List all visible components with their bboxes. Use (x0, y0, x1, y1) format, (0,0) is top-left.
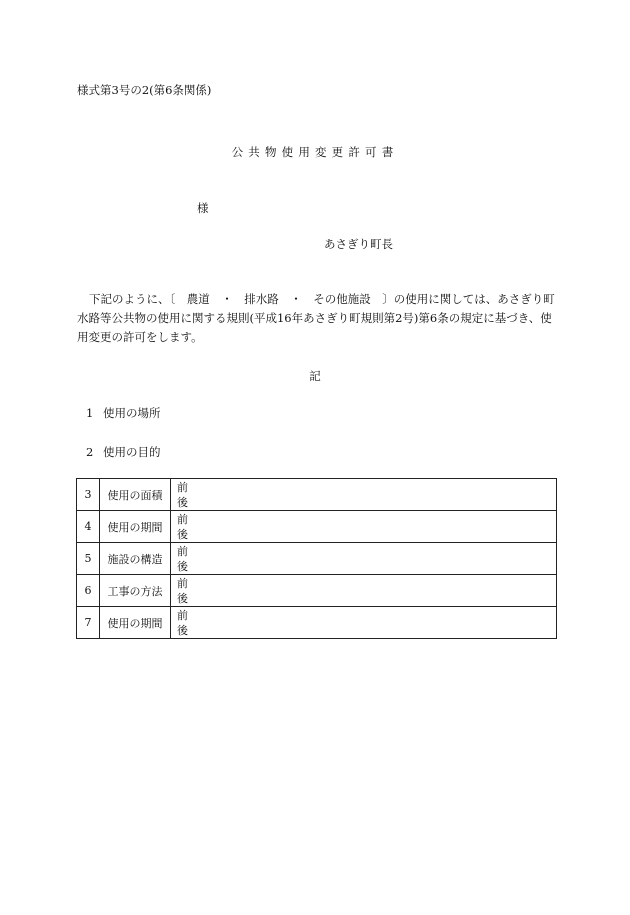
list-item (86, 405, 161, 421)
row-label: 工事の方法 (100, 575, 171, 607)
ki-heading: 記 (309, 369, 321, 383)
table-row (77, 543, 557, 575)
row-values (171, 575, 557, 607)
table-row (77, 511, 557, 543)
table-row (77, 607, 557, 639)
before-label: 前 (177, 608, 188, 622)
table-row (77, 575, 557, 607)
item-label: 使用の目的 (103, 445, 161, 459)
row-number: 3 (77, 479, 100, 511)
before-label: 前 (177, 512, 188, 526)
table-row (77, 479, 557, 511)
row-values (171, 607, 557, 639)
issuer-name: あさぎり町長 (324, 237, 393, 251)
list-item (86, 444, 161, 460)
form-number: 様式第3号の2(第6条関係) (77, 83, 212, 97)
row-number: 6 (77, 575, 100, 607)
after-label: 後 (177, 559, 188, 573)
before-label: 前 (177, 544, 188, 558)
item-number: 1 (86, 406, 94, 420)
addressee-suffix: 様 (197, 201, 209, 215)
before-label: 前 (177, 576, 188, 590)
body-paragraph: 下記のように、〔 農道 ・ 排水路 ・ その他施設 〕の使用に関しては、あさぎり町水路等公共物の使用に関する規則(平成16年あさぎり町規則第2号)第6条の規定に基づき、使用変更の許可をします。 (77, 292, 555, 344)
row-values (171, 543, 557, 575)
row-values (171, 511, 557, 543)
row-label: 施設の構造 (100, 543, 171, 575)
before-label: 前 (177, 480, 188, 494)
row-number: 4 (77, 511, 100, 543)
after-label: 後 (177, 527, 188, 541)
after-label: 後 (177, 623, 188, 637)
items-table (76, 478, 557, 639)
row-number: 5 (77, 543, 100, 575)
after-label: 後 (177, 495, 188, 509)
row-values (171, 479, 557, 511)
item-label: 使用の場所 (103, 406, 161, 420)
row-label: 使用の期間 (100, 607, 171, 639)
item-number: 2 (86, 445, 94, 459)
after-label: 後 (177, 591, 188, 605)
document-title: 公共物使用変更許可書 (231, 145, 399, 159)
row-label: 使用の期間 (100, 511, 171, 543)
row-label: 使用の面積 (100, 479, 171, 511)
row-number: 7 (77, 607, 100, 639)
